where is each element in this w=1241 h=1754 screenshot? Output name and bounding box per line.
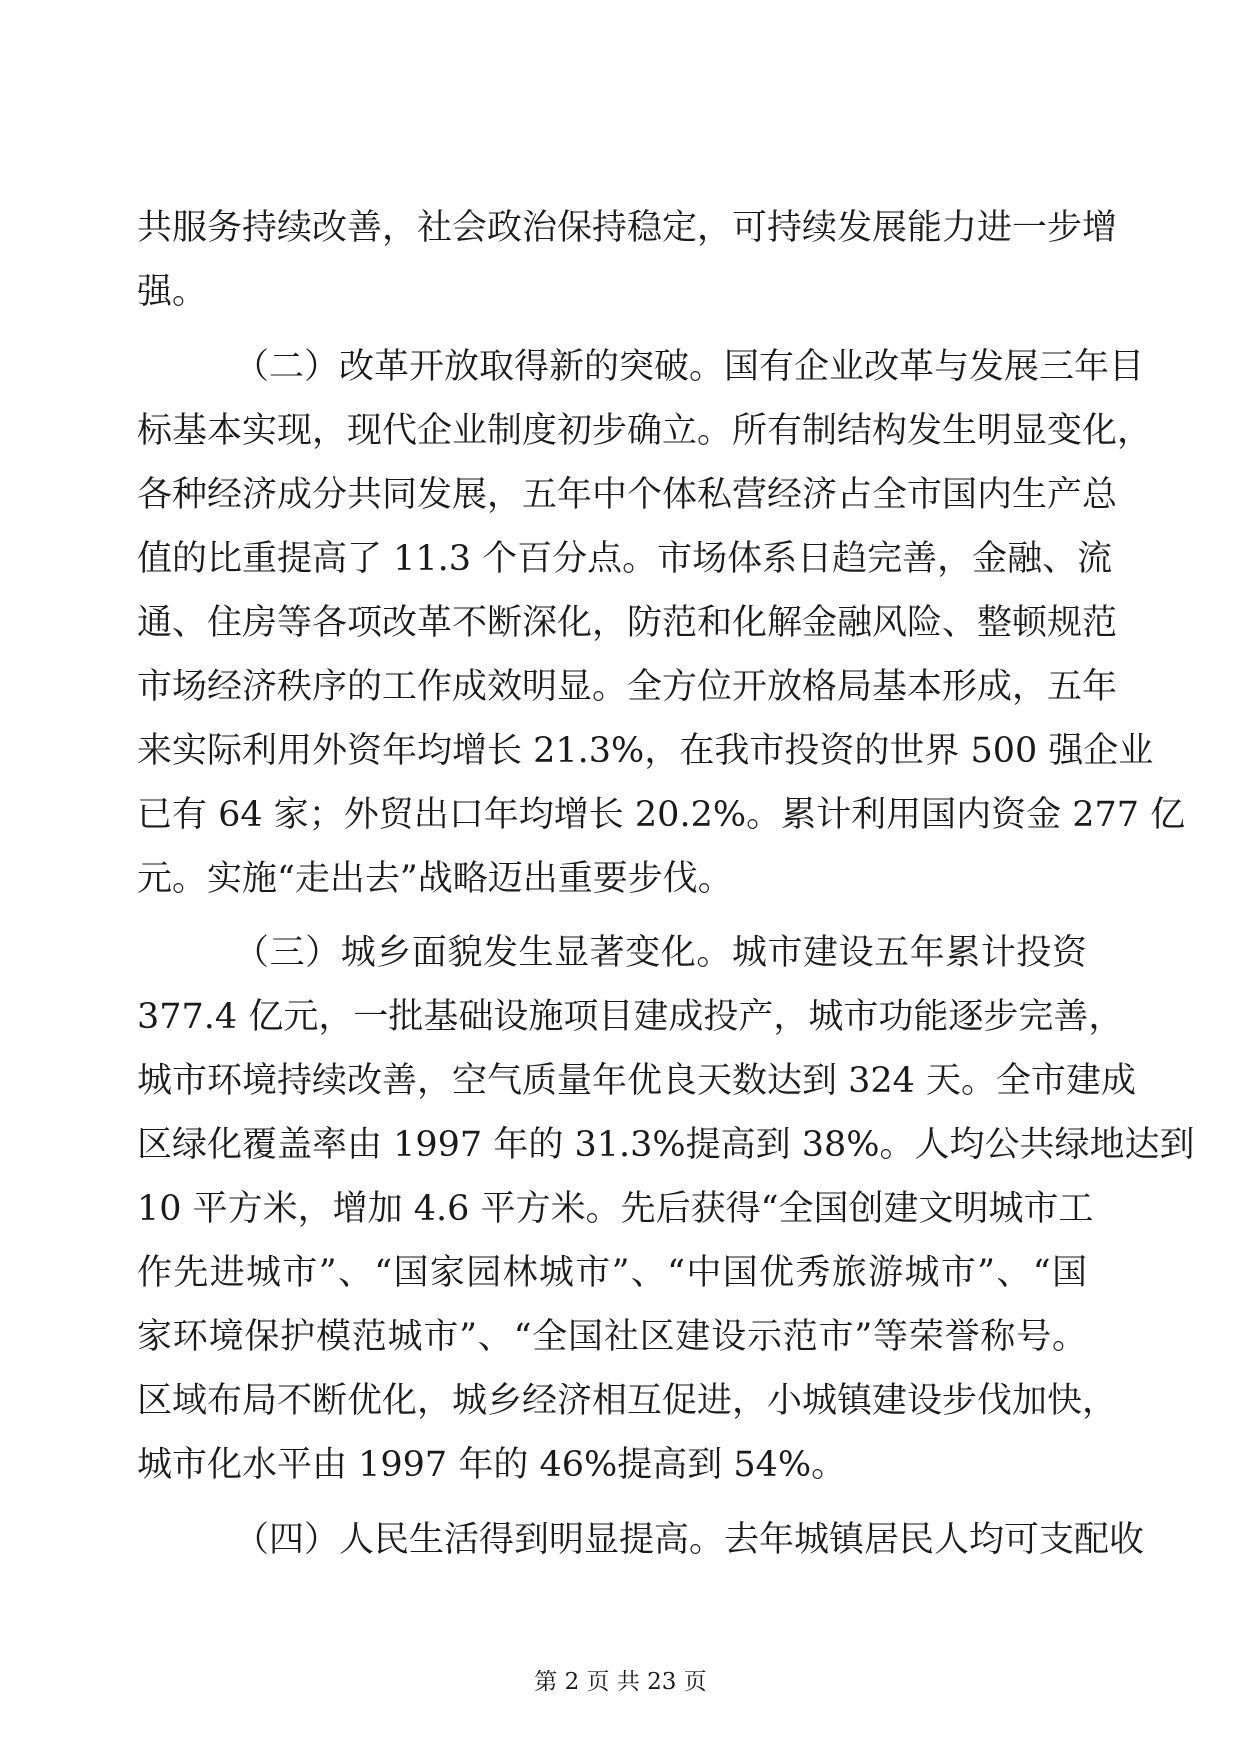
body-text-line: 来实际利用外资年均增长 21.3%，在我市投资的世界 500 强企业 (137, 731, 1154, 771)
section-2-heading-line: （二）改革开放取得新的突破。国有企业改革与发展三年目 (234, 347, 1145, 387)
body-text-line: 10 平方米，增加 4.6 平方米。先后获得“全国创建文明城市工 (137, 1189, 1094, 1229)
body-text-line: 区绿化覆盖率由 1997 年的 31.3%提高到 38%。人均公共绿地达到 (137, 1125, 1195, 1165)
body-text-line: 各种经济成分共同发展，五年中个体私营经济占全市国内生产总 (137, 475, 1118, 515)
body-text-line: 元。实施“走出去”战略迈出重要步伐。 (137, 859, 733, 899)
body-text-line: 标基本实现，现代企业制度初步确立。所有制结构发生明显变化， (137, 411, 1153, 451)
page-number-footer: 第 2 页 共 23 页 (534, 1669, 707, 1695)
body-text-line: 强。 (137, 272, 208, 312)
body-text-line: 作先进城市”、“国家园林城市”、“中国优秀旅游城市”、“国 (137, 1253, 1087, 1293)
section-4-heading-line: （四）人民生活得到明显提高。去年城镇居民人均可支配收 (234, 1520, 1145, 1560)
body-text-line: 家环境保护模范城市”、“全国社区建设示范市”等荣誉称号。 (137, 1317, 1087, 1357)
body-text-line: 377.4 亿元，一批基础设施项目建成投产，城市功能逐步完善， (137, 997, 1124, 1037)
body-text-line: 市场经济秩序的工作成效明显。全方位开放格局基本形成，五年 (137, 667, 1118, 707)
body-text-line: 共服务持续改善，社会政治保持稳定，可持续发展能力进一步增 (137, 208, 1118, 248)
body-text-line: 城市环境持续改善，空气质量年优良天数达到 324 天。全市建成 (137, 1061, 1137, 1101)
body-text-line: 已有 64 家；外贸出口年均增长 20.2%。累计利用国内资金 277 亿 (137, 795, 1186, 835)
body-text-line: 通、住房等各项改革不断深化，防范和化解金融风险、整顿规范 (137, 603, 1118, 643)
body-text-line: 区域布局不断优化，城乡经济相互促进，小城镇建设步伐加快， (137, 1381, 1118, 1421)
body-text-line: 值的比重提高了 11.3 个百分点。市场体系日趋完善，金融、流 (137, 539, 1113, 579)
body-text-line: 城市化水平由 1997 年的 46%提高到 54%。 (137, 1445, 847, 1485)
section-3-heading-line: （三）城乡面貌发生显著变化。城市建设五年累计投资 (234, 933, 1087, 973)
